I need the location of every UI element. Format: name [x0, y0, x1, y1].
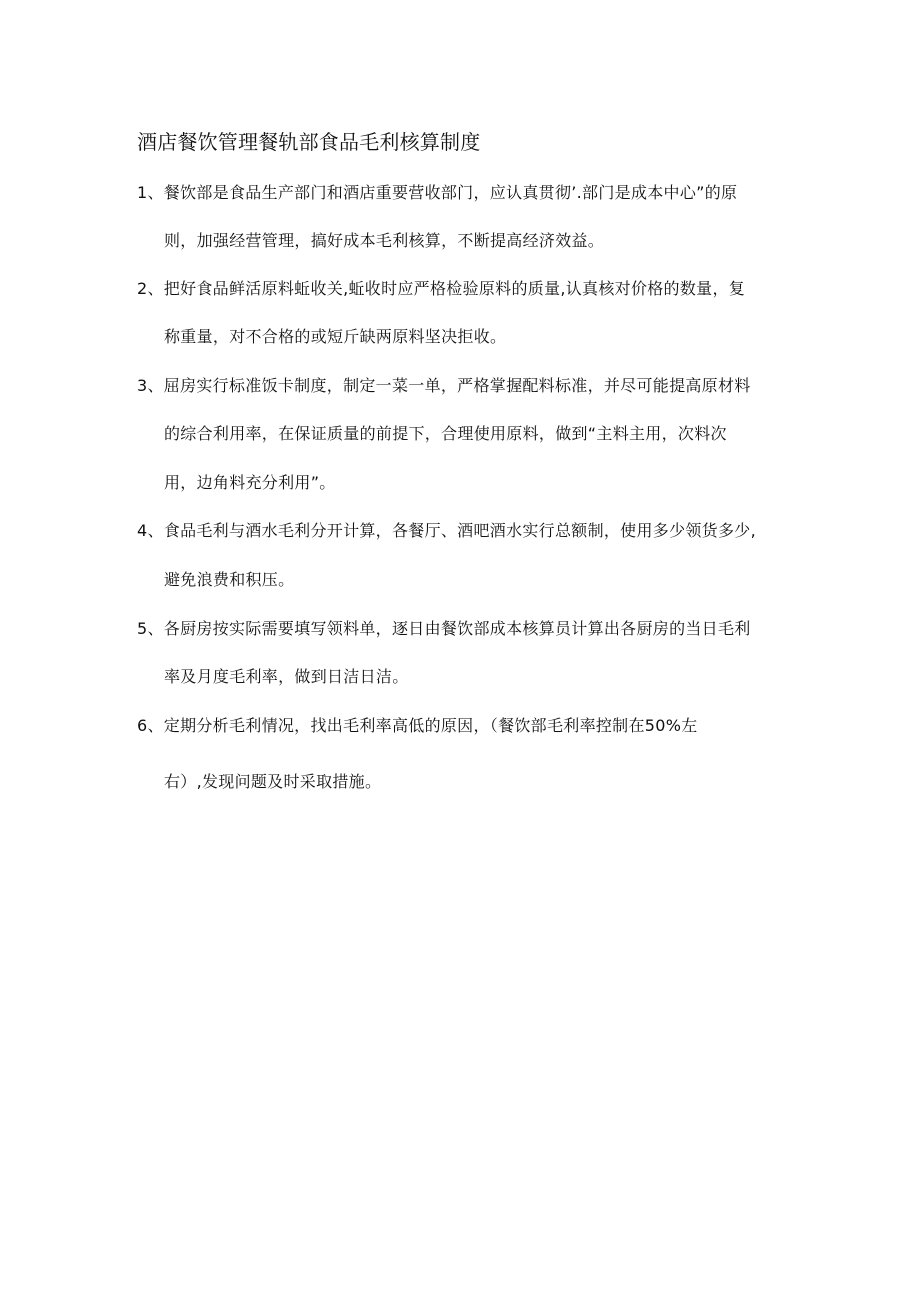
item-text: 各厨房按实际需要填写领料单，逐日由餐饮部成本核算员计算出各厨房的当日毛利: [163, 619, 751, 638]
list-item-line: 避免浪费和积压。: [164, 570, 295, 589]
item-text: 屈房实行标准饭卡制度，制定一菜一单，严格掌握配料标准，并尽可能提高原材料: [163, 376, 751, 395]
document-title: 酒店餐饮管理餐轨部食品毛利核算制度: [137, 130, 481, 154]
item-text: 定期分析毛利情况，找出毛利率高低的原因，（餐饮部毛利率控制在50%左: [163, 716, 698, 735]
list-item-line: [137, 715, 698, 737]
item-number: 1、: [137, 183, 164, 202]
item-text: 把好食品鲜活原料蚯收关,蚯收时应严格检验原料的质量,认真核对价格的数量，复: [163, 279, 746, 298]
list-item-line: [137, 618, 751, 640]
list-item-line: 右）,发现问题及时采取措施。: [164, 772, 382, 791]
item-number: 6、: [137, 716, 164, 735]
list-item-line: 率及月度毛利率，做到日洁日洁。: [164, 667, 409, 686]
item-text: 食品毛利与酒水毛利分开计算，各餐厅、酒吧酒水实行总额制，使用多少领货多少,: [163, 521, 756, 540]
list-item-line: [137, 520, 756, 542]
item-number: 4、: [137, 521, 164, 540]
item-number: 3、: [137, 376, 164, 395]
item-number: 2、: [137, 279, 164, 298]
list-item-line: 称重量，对不合格的或短斤缺两原料坚决拒收。: [164, 327, 507, 346]
list-item-line: 则，加强经营管理，搞好成本毛利核算，不断提高经济效益。: [164, 231, 605, 250]
list-item-line: 用，边角料充分利用”。: [164, 473, 336, 492]
list-item-line: 的综合利用率，在保证质量的前提下，合理使用原料，做到“主料主用，次料次: [164, 424, 727, 443]
item-number: 5、: [137, 619, 164, 638]
list-item-line: [137, 375, 751, 397]
list-item-line: [137, 182, 737, 204]
item-text: 餐饮部是食品生产部门和酒店重要营收部门，应认真贯彻’.部门是成本中心”的原: [163, 183, 738, 202]
list-item-line: [137, 278, 745, 300]
